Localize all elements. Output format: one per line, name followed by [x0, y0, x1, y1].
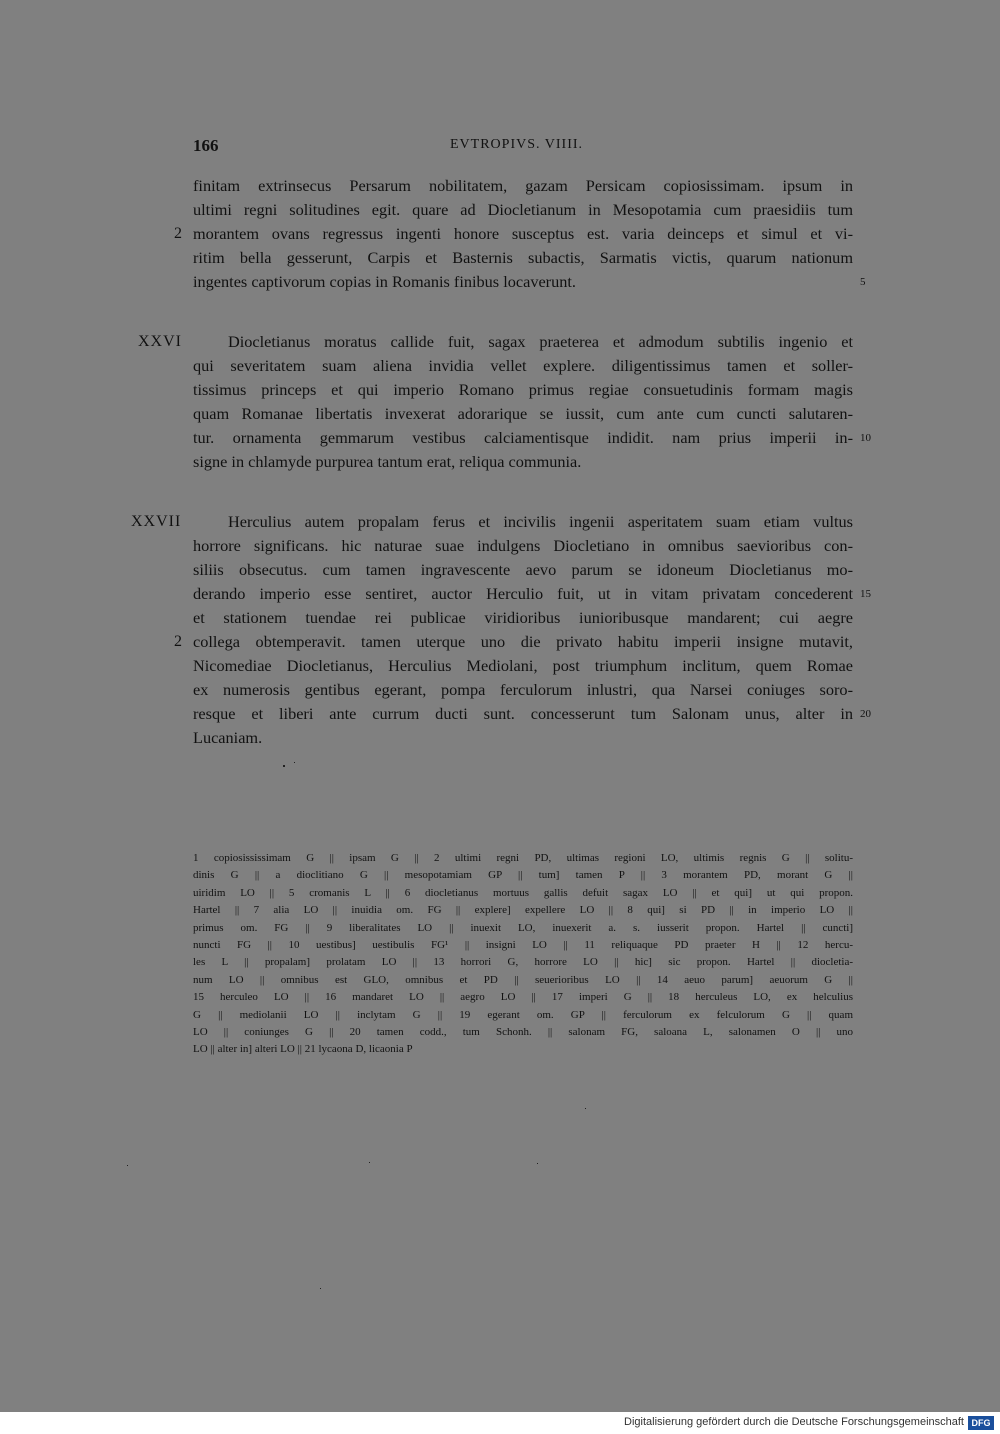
chapter-label: XXVI [138, 333, 182, 350]
text-line: resque et liberi ante currum ducti sunt. concesserunt tum Salonam unus, alter in [193, 704, 853, 723]
scan-speck [537, 1163, 538, 1164]
footnote-line: les L || propalam] prolatam LO || 13 horrori G, horrore LO || hic] sic propon. Hartel || diocletia- [193, 956, 853, 969]
text-line: Lucaniam. [193, 728, 263, 747]
footnote-line: nuncti FG || 10 uestibus] uestibulis FG¹ || insigni LO || 11 reliquaque PD praeter H || 12 hercu- [193, 938, 853, 951]
text-line: siliis obsecutus. cum tamen ingravescente aevo parum se idoneum Diocletianus mo- [193, 560, 853, 579]
scan-speck [320, 1288, 321, 1289]
line-number: 20 [860, 708, 871, 720]
text-line: ingentes captivorum copias in Romanis finibus locaverunt. [193, 272, 576, 291]
text-line: Herculius autem propalam ferus et incivilis ingenii asperitatem suam etiam vultus [228, 512, 853, 531]
footnote-line: LO || coniunges G || 20 tamen codd., tum Schonh. || salonam FG, saloana L, salonamen O || uno [193, 1025, 853, 1038]
footnote-line: num LO || omnibus est GLO, omnibus et PD || seuerioribus LO || 14 aeuo parum] aeuorum G || [193, 973, 853, 986]
footnote-line: G || mediolanii LO || inclytam G || 19 egerant om. GP || ferculorum ex felculorum G || quam [193, 1008, 853, 1021]
text-line: Nicomediae Diocletianus, Herculius Mediolani, post triumphum inclitum, quem Romae [193, 656, 853, 675]
footnote-line: LO || alter in] alteri LO || 21 lycaona D, licaonia P [193, 1043, 413, 1056]
scan-speck [369, 1162, 370, 1163]
footnote-line: primus om. FG || 9 liberalitates LO || inuexit LO, inuexerit a. s. iusserit propon. Hartel || cuncti] [193, 921, 853, 934]
text-line: signe in chlamyde purpurea tantum erat, reliqua communia. [193, 452, 582, 471]
footnote-line: 1 copiosississimam G || ipsam G || 2 ultimi regni PD, ultimas regioni LO, ultimis regnis G || solitu- [193, 852, 853, 864]
footnote-line: uiridim LO || 5 cromanis L || 6 diocletianus mortuus gallis defuit sagax LO || et qui] ut qui propon. [193, 886, 853, 899]
text-line: quam Romanae libertatis invexerat adorarique se iussit, cum ante cum cuncti salutaren- [193, 404, 853, 423]
text-line: collega obtemperavit. tamen uterque uno die privato habitu imperii insigne mutavit, [193, 632, 853, 651]
left-margin-marker: 2 [174, 633, 182, 650]
line-number: 5 [860, 276, 866, 288]
text-line: finitam extrinsecus Persarum nobilitatem, gazam Persicam copiosissimam. ipsum in [193, 176, 853, 195]
text-line: morantem ovans regressus ingenti honore susceptus est. varia deinceps et simul et vi- [193, 224, 853, 243]
text-line: horrore significans. hic naturae suae indulgens Diocletiano in omnibus saevioribus con- [193, 536, 853, 555]
chapter-label: XXVII [131, 513, 182, 530]
text-line: derando imperio esse sentiret, auctor Herculio fuit, ut in vitam privatam concederent [193, 584, 853, 603]
footnote-line: dinis G || a dioclitiano G || mesopotamiam GP || tum] tamen P || 3 morantem PD, morant G || [193, 869, 853, 882]
scan-speck [127, 1165, 128, 1166]
text-line: Diocletianus moratus callide fuit, sagax praeterea et admodum subtilis ingenio et [228, 332, 853, 351]
text-line: et stationem tuendae rei publicae viridioribus iunioribusque mandarent; cui aegre [193, 608, 853, 627]
text-line: tur. ornamenta gemmarum vestibus calciamentisque indidit. nam prius imperii in- [193, 428, 853, 447]
scan-speck [283, 765, 285, 767]
dfg-logo: DFG [968, 1416, 994, 1430]
footnote-line: Hartel || 7 alia LO || inuidia om. FG || explere] expellere LO || 8 qui] si PD || in imperio LO || [193, 904, 853, 917]
footer-bar [0, 1412, 1000, 1434]
line-number: 10 [860, 432, 871, 444]
running-head: EVTROPIVS. VIIII. [450, 137, 584, 152]
footnote-line: 15 herculeo LO || 16 mandaret LO || aegro LO || 17 imperi G || 18 herculeus LO, ex helculius [193, 991, 853, 1004]
text-line: qui severitatem suam aliena invidia vellet explere. diligentissimus tamen et soller- [193, 356, 853, 375]
line-number: 15 [860, 588, 871, 600]
critical-apparatus [193, 850, 853, 1059]
text-line: tissimus princeps et qui imperio Romano primus regiae consuetudinis formam magis [193, 380, 853, 399]
text-line: ultimi regni solitudines egit. quare ad Diocletianum in Mesopotamia cum praesidiis tum [193, 200, 853, 219]
page-number: 166 [193, 136, 219, 155]
scan-speck [585, 1108, 586, 1109]
left-margin-marker: 2 [174, 225, 182, 242]
scan-speck [294, 762, 295, 763]
text-line: ritim bella gesserunt, Carpis et Basternis subactis, Sarmatis victis, quarum nationum [193, 248, 853, 267]
text-line: ex numerosis gentibus egerant, pompa ferculorum inlustri, qua Narsei coniuges soro- [193, 680, 853, 699]
funding-credit: Digitalisierung gefördert durch die Deutsche Forschungsgemeinschaft [624, 1416, 964, 1428]
